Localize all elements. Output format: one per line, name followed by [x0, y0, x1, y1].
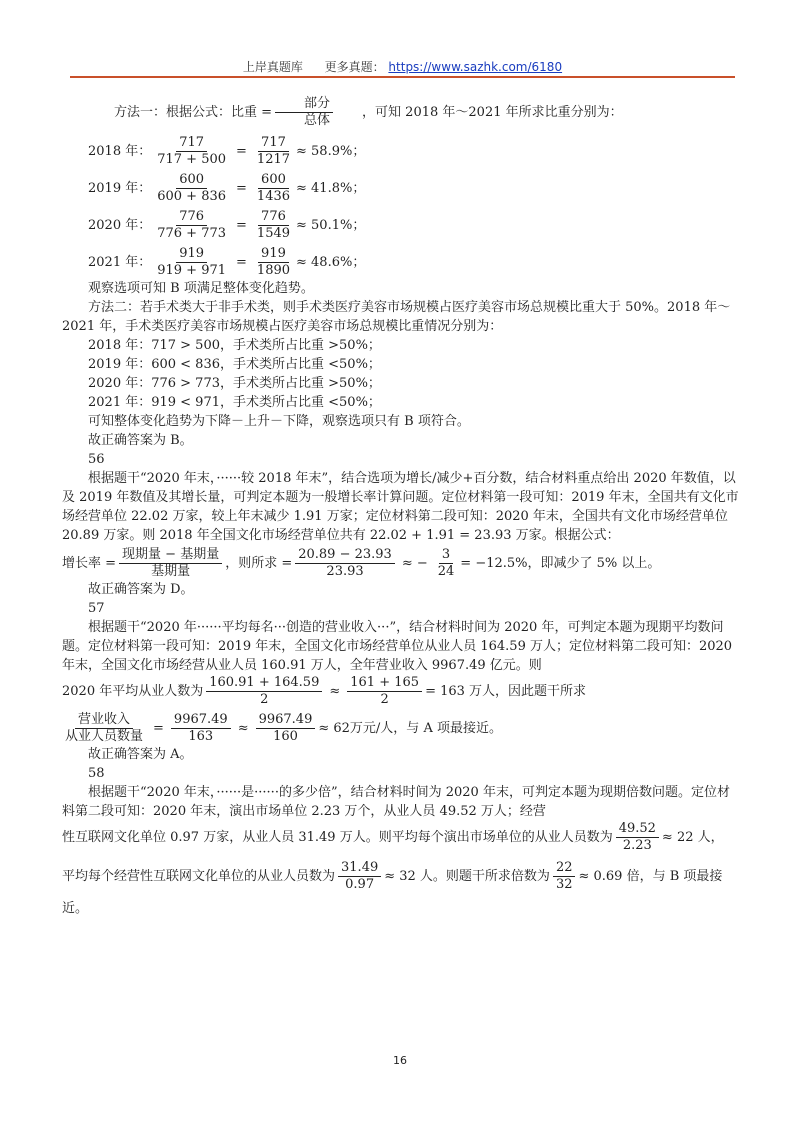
q56-paragraph: 根据题干“2020 年末，······较 2018 年末”，结合选项为增长/减少+百分数，结合材料重点给出 2020 年数值，以及 2019 年数值及其增长量，可判定本题为一般增长率计算问题。定位材料第一段可知：2019 年末，全国共有文化市场经营单位 22.02 万家，较上年末减少 1.91 万家；定位材料第二段可知：2020 年末，全国共有文化市场经营单位 20.89 万家。则 2018 年全国文化市场经营单位共有 22.02 + 1.91 = 23.93 万家。根据公式： — [62, 471, 739, 543]
q58-fraction-a — [616, 821, 659, 854]
answer-55: 故正确答案为 B。 — [88, 433, 193, 448]
q58-line-a-tail: ≈ 22 人， — [661, 830, 724, 845]
year-label: 2018 年： — [88, 144, 152, 159]
fraction-den: 从业人员数量 — [65, 729, 144, 744]
year-fraction-simplified — [254, 172, 293, 205]
year-fraction — [154, 209, 229, 242]
year-row-2020 — [62, 209, 742, 242]
fraction-den: 0.97 — [345, 877, 375, 892]
fraction-den: 1549 — [256, 226, 291, 241]
q57-fraction-a — [206, 675, 322, 708]
q57-fraction-b — [347, 675, 422, 708]
year-result: ≈ 48.6%； — [296, 255, 366, 270]
year-fraction — [154, 135, 229, 168]
question-number-56: 56 — [88, 452, 105, 467]
equals-sign: = — [236, 181, 247, 196]
fraction-den: 160 — [273, 729, 298, 744]
method2-line: 2020 年：776 > 773，手术类所占比重 >50%； — [88, 376, 381, 391]
fraction-den: 1890 — [256, 263, 291, 278]
fraction-num: 600 — [176, 172, 207, 189]
fraction-num: 919 — [258, 246, 289, 263]
fraction-den: 1436 — [256, 189, 291, 204]
q57-line2 — [62, 675, 742, 708]
fraction-num: 9967.49 — [171, 712, 231, 729]
equals-sign: = — [153, 721, 164, 736]
page-number: 16 — [393, 1054, 407, 1067]
q58-line-b-tail: ≈ 0.69 倍，与 B 项最接 — [578, 869, 723, 884]
q58-last-line: 近。 — [62, 901, 89, 916]
header-more-label: 更多真题： — [324, 60, 385, 74]
year-label: 2019 年： — [88, 181, 152, 196]
fraction-num: 22 — [553, 860, 576, 877]
fraction-num: 现期量 − 基期量 — [119, 547, 222, 564]
fraction-den: 23.93 — [326, 564, 364, 579]
ratio-numerator: 部分 — [275, 96, 333, 113]
year-row-2018 — [62, 135, 742, 168]
fraction-num: 919 — [176, 246, 207, 263]
growth-rate-label: 增长率 = — [62, 556, 117, 571]
method1-intro — [62, 96, 742, 129]
method2-trend: 可知整体变化趋势为下降－上升－下降，观察选项只有 B 项符合。 — [88, 414, 470, 429]
q58-line-b — [62, 860, 742, 893]
year-result: ≈ 58.9%； — [296, 144, 366, 159]
q58-line-a — [62, 821, 742, 854]
q57-fraction-c — [62, 712, 146, 745]
q56-calc-fraction — [295, 547, 395, 580]
q57-paragraph: 根据题干“2020 年······平均每名···创造的营业收入···”，结合材料时间为 2020 年，可判定本题为现期平均数问题。定位材料第一段可知：2019 年末，全国文化市场经营单位从业人员 164.59 万人；定位材料第二段可知：2020 年末，全国文化市场经营从业人员 160.91 万人，全年营业收入 9967.49 亿元。则 — [62, 620, 733, 673]
fraction-den: 1217 — [256, 152, 291, 167]
fraction-num: 49.52 — [616, 821, 659, 838]
q57-fraction-e — [256, 712, 316, 745]
q57-line2-text: 2020 年平均从业人数为 — [62, 684, 204, 699]
fraction-num: 31.49 — [338, 860, 381, 877]
ratio-denominator: 总体 — [304, 113, 331, 128]
formula-result: = −12.5%，即减少了 5% 以上。 — [460, 556, 661, 571]
method2-line: 2019 年：600 < 836，手术类所占比重 <50%； — [88, 357, 381, 372]
equals-sign: = — [236, 218, 247, 233]
fraction-den: 717 + 500 — [157, 152, 227, 167]
year-result: ≈ 41.8%； — [296, 181, 366, 196]
q58-line-b-mid: ≈ 32 人。则题干所求倍数为 — [384, 869, 550, 884]
year-fraction-simplified — [254, 246, 293, 279]
method1-intro-text: 方法一：根据公式：比重 = — [114, 105, 273, 120]
year-fraction — [154, 172, 229, 205]
approx-sign: ≈ — [329, 684, 341, 699]
q58-line-a-text: 性互联网文化单位 0.97 万家，从业人员 31.49 万人。则平均每个演出市场单位的从业人员数为 — [62, 830, 613, 845]
formula-connector: ，则所求 = — [225, 556, 293, 571]
q57-fraction-d — [171, 712, 231, 745]
year-label: 2021 年： — [88, 255, 152, 270]
fraction-num: 160.91 + 164.59 — [206, 675, 322, 692]
fraction-den: 2 — [260, 692, 269, 707]
year-fraction-simplified — [254, 209, 293, 242]
ratio-formula — [275, 96, 333, 129]
fraction-num: 9967.49 — [256, 712, 316, 729]
q58-paragraph: 根据题干“2020 年末，······是······的多少倍”，结合材料时间为 2020 年末，可判定本题为现期倍数问题。定位材料第二段可知：2020 年末，演出市场单位 2.23 万个，从业人员 49.52 万人；经营 — [62, 785, 730, 819]
fraction-num: 20.89 − 23.93 — [295, 547, 395, 564]
document-body — [62, 96, 742, 918]
method2-line: 2018 年：717 > 500，手术类所占比重 >50%； — [88, 338, 381, 353]
approx-sign: ≈ — [237, 721, 249, 736]
fraction-num: 营业收入 — [75, 712, 133, 729]
fraction-den: 600 + 836 — [157, 189, 227, 204]
fraction-den: 2.23 — [622, 838, 652, 853]
fraction-den: 基期量 — [151, 564, 191, 579]
method2-intro: 方法二：若手术类大于非手术类，则手术类医疗美容市场规模占医疗美容市场总规模比重大于 50%。2018 年～2021 年，手术类医疗美容市场规模占医疗美容市场总规模比重情况分别为： — [62, 300, 731, 334]
fraction-den: 163 — [188, 729, 214, 744]
q58-fraction-c — [553, 860, 576, 893]
header-url-link[interactable]: https://www.sazhk.com/6180 — [388, 60, 563, 74]
fraction-den: 919 + 971 — [157, 263, 227, 278]
fraction-num: 161 + 165 — [347, 675, 422, 692]
fraction-den: 2 — [380, 692, 389, 707]
q57-line2-tail: = 163 万人，因此题干所求 — [425, 684, 587, 699]
fraction-den: 776 + 773 — [157, 226, 227, 241]
question-number-58: 58 — [88, 766, 105, 781]
method1-conclusion: 观察选项可知 B 项满足整体变化趋势。 — [88, 281, 314, 296]
method1-intro-tail: ，可知 2018 年～2021 年所求比重分别为： — [362, 105, 623, 120]
q57-line3-tail: ≈ 62万元/人，与 A 项最接近。 — [318, 721, 502, 736]
q58-line-b-text: 平均每个经营性互联网文化单位的从业人员数为 — [62, 869, 336, 884]
fraction-den: 24 — [437, 564, 455, 579]
approx-sign: ≈ − — [401, 556, 428, 571]
equals-sign: = — [236, 144, 247, 159]
fraction-num: 776 — [176, 209, 207, 226]
method2-line: 2021 年：919 < 971，手术类所占比重 <50%； — [88, 395, 381, 410]
year-result: ≈ 50.1%； — [296, 218, 366, 233]
year-fraction-simplified — [254, 135, 293, 168]
fraction-num: 600 — [258, 172, 289, 189]
year-row-2021 — [62, 246, 742, 279]
header-rule — [70, 76, 735, 78]
question-number-57: 57 — [88, 601, 105, 616]
page-header — [70, 58, 735, 75]
fraction-num: 776 — [258, 209, 289, 226]
fraction-num: 3 — [439, 547, 453, 564]
answer-56: 故正确答案为 D。 — [88, 582, 194, 597]
q56-approx-fraction — [435, 547, 458, 580]
header-site-name: 上岸真题库 — [242, 60, 303, 74]
fraction-den: 32 — [555, 877, 573, 892]
equals-sign: = — [236, 255, 247, 270]
q56-formula-line — [62, 547, 742, 580]
answer-57: 故正确答案为 A。 — [88, 747, 193, 762]
year-row-2019 — [62, 172, 742, 205]
year-fraction — [154, 246, 229, 279]
fraction-num: 717 — [176, 135, 207, 152]
q57-line3 — [62, 712, 742, 745]
year-label: 2020 年： — [88, 218, 152, 233]
q58-fraction-b — [338, 860, 381, 893]
growth-rate-formula — [119, 547, 222, 580]
fraction-num: 717 — [258, 135, 289, 152]
